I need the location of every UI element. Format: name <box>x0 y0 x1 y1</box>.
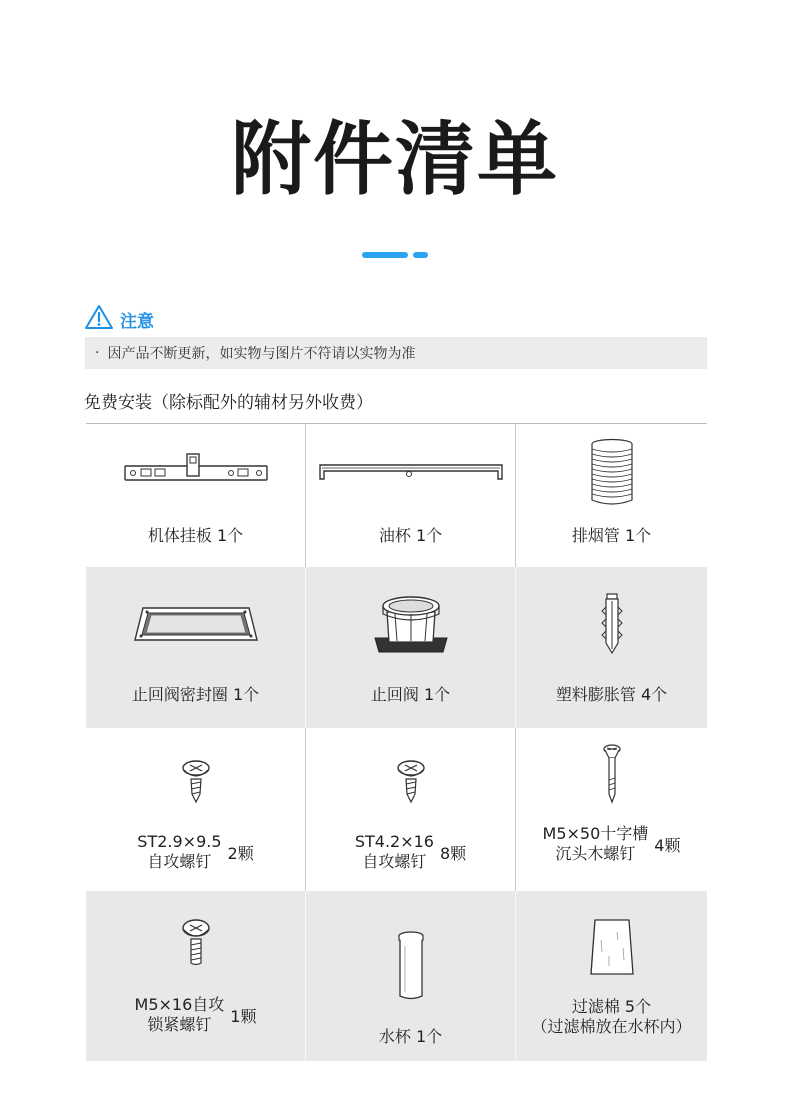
title-accent-bar-short <box>413 252 428 258</box>
notice-label: 注意 <box>120 311 154 332</box>
item-spec: M5×50十字槽 <box>542 824 649 843</box>
accessory-item <box>86 728 305 891</box>
grid-row-4 <box>86 891 707 1061</box>
check-valve-icon <box>371 592 451 660</box>
check-valve-gasket-icon <box>133 604 259 648</box>
item-label: 止回阀 1个 <box>370 685 451 704</box>
grid-row-2 <box>86 567 707 728</box>
accessory-item <box>516 567 707 728</box>
screw-icon <box>396 760 426 808</box>
accessory-item <box>86 424 305 567</box>
notice-box <box>85 337 707 369</box>
page-title: 附件清单 <box>231 113 559 206</box>
wall-anchor-icon <box>601 593 623 659</box>
accessory-item <box>516 728 707 891</box>
item-spec: ST4.2×16 <box>354 832 434 851</box>
item-quantity: 2颗 <box>227 843 254 863</box>
item-label <box>355 832 466 872</box>
water-cup-icon <box>396 930 426 1006</box>
item-note: （过滤棉放在水杯内） <box>531 1017 692 1036</box>
filter-cotton-icon <box>587 918 637 982</box>
item-label <box>137 832 253 872</box>
accessory-item <box>516 424 707 567</box>
oil-cup-icon <box>318 459 504 489</box>
item-name: 沉头木螺钉 <box>555 844 636 863</box>
item-label <box>135 995 257 1035</box>
notice-header <box>84 304 154 334</box>
item-quantity: 8颗 <box>439 843 467 863</box>
item-quantity: 1颗 <box>230 1006 257 1026</box>
item-label: 水杯 1个 <box>378 1027 443 1046</box>
item-name: 锁紧螺钉 <box>147 1015 212 1034</box>
notice-bullet: · <box>95 345 100 361</box>
item-name: 自攻螺钉 <box>147 852 212 871</box>
accessory-item <box>306 891 515 1061</box>
title-accent-bar-long <box>362 252 408 258</box>
item-name: 自攻螺钉 <box>362 852 427 871</box>
grid-row-1 <box>86 424 707 567</box>
item-label <box>531 997 691 1037</box>
exhaust-pipe-icon <box>589 438 635 510</box>
accessory-item <box>86 567 305 728</box>
item-label: 塑料膨胀管 4个 <box>555 685 668 704</box>
item-spec: M5×16自攻 <box>134 995 225 1014</box>
mounting-plate-icon <box>123 452 269 496</box>
accessory-item <box>306 728 515 891</box>
locking-screw-icon <box>181 919 211 971</box>
item-label <box>543 824 681 864</box>
item-label: 机体挂板 1个 <box>147 526 244 545</box>
item-label: 油杯 1个 <box>378 526 443 545</box>
accessory-item <box>306 424 515 567</box>
accessory-grid <box>86 424 707 1061</box>
accessory-item <box>306 567 515 728</box>
installation-note: 免费安装（除标配外的辅材另外收费） <box>84 393 373 413</box>
item-quantity: 4颗 <box>654 835 681 855</box>
item-label: 排烟管 1个 <box>571 526 652 545</box>
item-spec: ST2.9×9.5 <box>137 832 222 851</box>
wood-screw-icon <box>602 744 622 808</box>
screw-icon <box>181 760 211 808</box>
grid-row-3 <box>86 728 707 891</box>
item-name: 过滤棉 5个 <box>571 997 652 1016</box>
notice-text: 因产品不断更新，如实物与图片不符请以实物为准 <box>107 346 416 362</box>
item-label: 止回阀密封圈 1个 <box>131 685 260 704</box>
accessory-item <box>86 891 305 1061</box>
accessory-item <box>516 891 707 1061</box>
warning-triangle-icon <box>84 304 114 334</box>
